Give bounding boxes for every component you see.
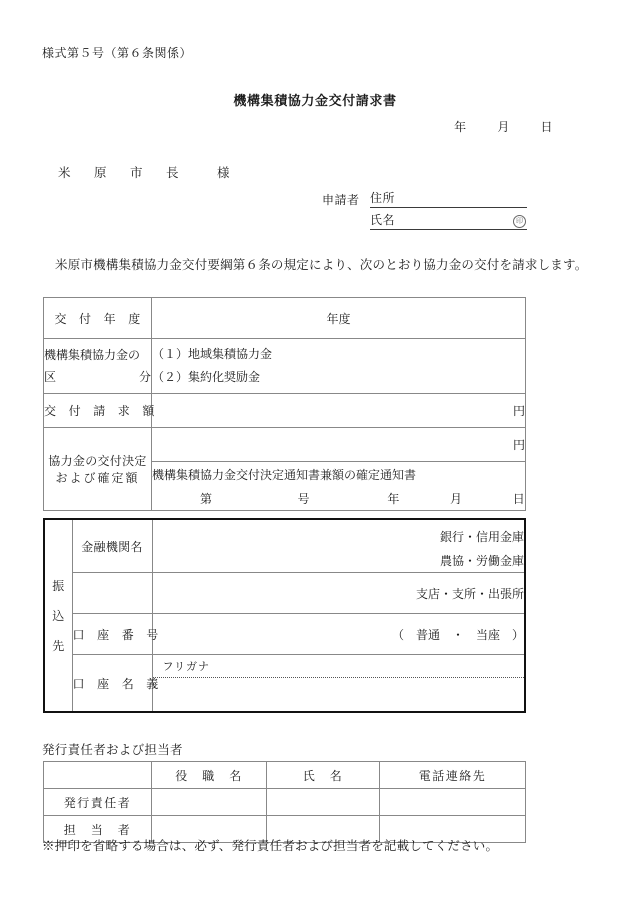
- date-month-label: 月: [497, 120, 510, 134]
- claim-amount-value[interactable]: 円: [152, 394, 526, 428]
- category-label-line1: 機構集積協力金の: [44, 348, 141, 362]
- row-branch: [44, 573, 525, 614]
- responsible-table: [43, 761, 526, 843]
- row-account-number: [44, 614, 525, 655]
- transfer-vertical-label: [44, 519, 72, 712]
- furigana-divider: [153, 677, 525, 678]
- decision-label-line2: および確定額: [55, 471, 140, 485]
- responsible-col-3: 電話連絡先: [380, 762, 526, 789]
- notice-year-label: 年: [387, 491, 400, 506]
- date-line: [454, 118, 553, 135]
- notice-fields[interactable]: [152, 486, 526, 511]
- footnote: ※押印を省略する場合は、必ず、発行責任者および担当者を記載してください。: [42, 838, 499, 853]
- addressee: [58, 163, 235, 181]
- bank-name-label: 金融機関名: [72, 519, 152, 573]
- notice-day-label: 日: [512, 491, 525, 506]
- row-category: [44, 339, 526, 394]
- form-number: 様式第５号（第６条関係）: [42, 46, 193, 60]
- decision-amount-label: [44, 428, 152, 511]
- transfer-table: [43, 518, 526, 713]
- document-title: 機構集積協力金交付請求書: [233, 94, 397, 109]
- account-holder-label: 口 座 名 義: [72, 655, 152, 713]
- row-decision-amount: [44, 428, 526, 462]
- claim-amount-label: 交 付 請 求 額: [44, 394, 152, 428]
- category-option-2[interactable]: （２）集約化奨励金: [152, 370, 261, 384]
- responsible-row-0-label: 発行責任者: [44, 789, 152, 816]
- applicant-name-row: [322, 208, 527, 230]
- applicant-address-row: [322, 186, 527, 208]
- body-text: 米原市機構集積協力金交付要綱第６条の規定により、次のとおり協力金の交付を請求します。: [55, 257, 588, 272]
- category-label-right: 分: [138, 370, 151, 384]
- fiscal-year-label: 交 付 年 度: [44, 298, 152, 339]
- account-type[interactable]: （ 普通 ・ 当座 ）: [152, 614, 525, 655]
- addressee-name: 米 原 市 長: [58, 165, 185, 180]
- fiscal-year-value[interactable]: 年度: [152, 298, 526, 339]
- responsible-row-0-phone[interactable]: [380, 789, 526, 816]
- responsible-col-0: [44, 762, 152, 789]
- notice-no-label: 第: [200, 491, 213, 506]
- furigana-label: フリガナ: [162, 660, 210, 673]
- bank-type-line1[interactable]: 銀行・信用金庫: [152, 519, 525, 548]
- notice-title: 機構集積協力金交付決定通知書兼額の確定通知書: [152, 462, 526, 487]
- date-day-label: 日: [540, 120, 553, 134]
- applicant-name-label: 氏名: [370, 213, 396, 227]
- decision-amount-value[interactable]: 円: [152, 428, 526, 462]
- category-option-1[interactable]: （１）地域集積協力金: [152, 347, 273, 361]
- category-label: [44, 339, 152, 394]
- main-table: [43, 297, 526, 511]
- row-bank-name-type: [44, 519, 525, 548]
- responsible-row-0-name[interactable]: [267, 789, 380, 816]
- transfer-vertical-char-0: 振: [52, 578, 65, 593]
- table-row: [44, 789, 526, 816]
- category-options: [152, 339, 526, 394]
- bank-type-line2[interactable]: 農協・労働金庫: [152, 548, 525, 573]
- responsible-row-1-label: 担 当 者: [44, 816, 152, 843]
- applicant-label: 申請者: [322, 193, 360, 207]
- branch-type[interactable]: 支店・支所・出張所: [152, 573, 525, 614]
- responsible-row-0-position[interactable]: [152, 789, 267, 816]
- addressee-honorific: 様: [216, 165, 235, 180]
- row-claim-amount: [44, 394, 526, 428]
- seal-icon: 印: [513, 215, 526, 228]
- responsible-col-1: 役 職 名: [152, 762, 267, 789]
- decision-label-line1: 協力金の交付決定: [48, 454, 147, 468]
- category-label-left: 区: [44, 370, 57, 384]
- branch-spacer: [72, 573, 152, 614]
- date-year-label: 年: [454, 120, 467, 134]
- notice-month-label: 月: [450, 491, 463, 506]
- responsible-heading: 発行責任者および担当者: [42, 742, 183, 757]
- applicant-block: [322, 186, 527, 230]
- responsible-header-row: [44, 762, 526, 789]
- transfer-vertical-char-2: 先: [52, 638, 65, 653]
- applicant-address-field[interactable]: [370, 189, 527, 208]
- row-fiscal-year: [44, 298, 526, 339]
- notice-go-label: 号: [297, 491, 310, 506]
- transfer-vertical-char-1: 込: [52, 608, 65, 623]
- account-holder-value[interactable]: [152, 655, 525, 713]
- applicant-address-label: 住所: [370, 191, 396, 205]
- account-number-label: 口 座 番 号: [72, 614, 152, 655]
- row-account-holder: [44, 655, 525, 713]
- responsible-col-2: 氏 名: [267, 762, 380, 789]
- applicant-name-field[interactable]: [370, 211, 527, 230]
